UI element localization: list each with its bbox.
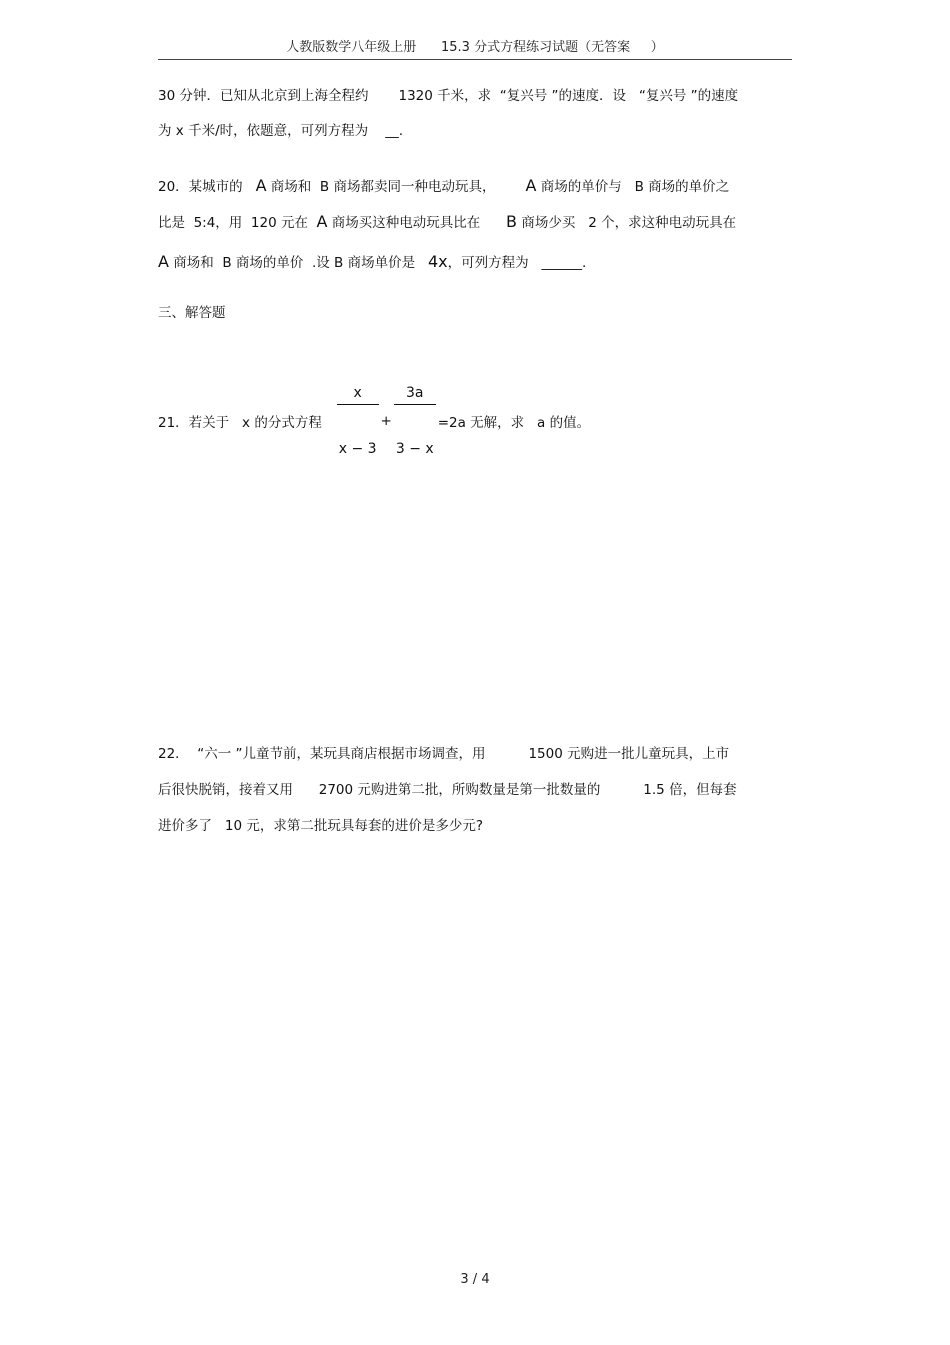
q20-line-1 [158, 176, 729, 197]
q22-line-1: 22． “六一 ”儿童节前，某玩具商店根据市场调查，用 1500 元购进一批儿童玩具，上市 [158, 746, 730, 762]
plus-sign: + [380, 413, 392, 429]
q21-fraction-2 [394, 352, 436, 490]
q21-fraction-1 [337, 352, 379, 490]
q20-text: 比是 5:4，用 120 元在 [158, 215, 317, 231]
q20-letter-a: A [158, 252, 169, 271]
q20-letter-a: A [255, 176, 267, 195]
q22-line-3: 进价多了 10 元，求第二批玩具每套的进价是多少元? [158, 818, 484, 834]
q20-letter-a: A [316, 212, 328, 231]
q20-text: 20．某城市的 [158, 179, 256, 195]
q20-text: 商场的单价与 B 商场的单价之 [536, 179, 730, 195]
q19-line-1: 30 分钟．已知从北京到上海全程约 1320 千米，求 “复兴号 ”的速度．设 “复兴号 ”的速度 [158, 88, 739, 104]
fraction-denominator: x − 3 [338, 441, 377, 457]
section-title: 三、解答题 [158, 305, 226, 321]
q20-line-3 [158, 252, 586, 273]
q20-letter-b: B [506, 212, 518, 231]
fraction-numerator: x [337, 384, 379, 405]
q20-line-2 [158, 212, 736, 233]
fraction-denominator: 3 − x [395, 441, 434, 457]
page-header: 人教版数学八年级上册 15.3 分式方程练习试题（无答案 ） [286, 40, 664, 55]
q20-text: 商场和 B 商场的单价 .设 B 商场单价是 [168, 255, 428, 271]
q20-letter-a: A [525, 176, 537, 195]
q20-text: ，可列方程为 ______. [447, 255, 587, 271]
q22-line-2: 后很快脱销，接着又用 2700 元购进第二批，所购数量是第一批数量的 1.5 倍，但每套 [158, 782, 737, 798]
page-number: 3 / 4 [460, 1272, 490, 1287]
q21-line [158, 352, 590, 490]
q20-text: 商场买这种电动玩具比在 [327, 215, 507, 231]
q20-text: 商场少买 2 个，求这种电动玩具在 [517, 215, 737, 231]
q20-expression-4x: 4x [427, 252, 448, 271]
q20-text: 商场和 B 商场都卖同一种电动玩具， [266, 179, 526, 195]
fraction-numerator: 3a [394, 384, 436, 405]
q21-suffix: =2a 无解，求 a 的值。 [437, 415, 591, 431]
header-rule [158, 59, 792, 60]
q21-prefix: 21．若关于 x 的分式方程 [158, 415, 335, 431]
q19-line-2: 为 x 千米/时，依题意，可列方程为 __. [158, 123, 404, 139]
